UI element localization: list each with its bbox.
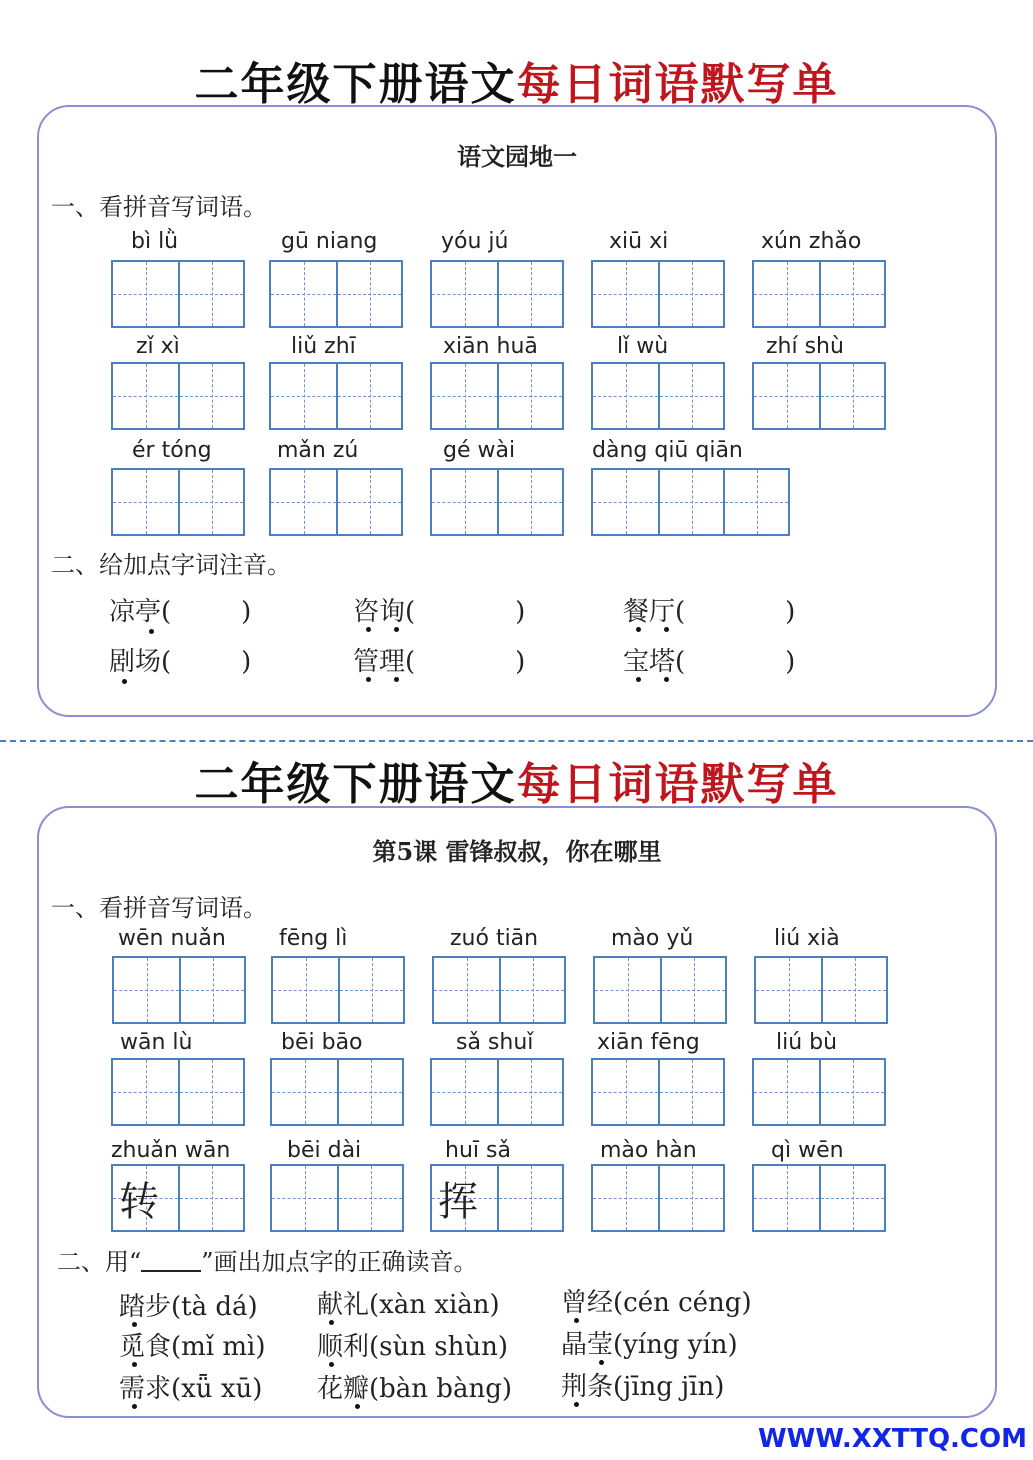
- question: 宝塔( ): [623, 647, 796, 677]
- emphasis-dot: [664, 627, 669, 632]
- section-heading: 一、看拼音写词语。: [51, 193, 267, 221]
- emphasis-dot: [664, 677, 669, 682]
- writing-grid[interactable]: [111, 1058, 245, 1126]
- question: 凉亭( ): [109, 597, 252, 627]
- emphasis-dot: [599, 1360, 604, 1365]
- question: 咨询( ): [353, 597, 526, 627]
- question: 餐厅( ): [623, 597, 796, 627]
- writing-grid[interactable]: [752, 1058, 886, 1126]
- writing-grid[interactable]: [430, 468, 564, 536]
- question: 剧场( ): [109, 647, 252, 677]
- writing-grid[interactable]: [754, 956, 888, 1024]
- writing-grid[interactable]: [591, 1164, 725, 1232]
- question: 踏步(tà dá): [119, 1292, 258, 1322]
- emphasis-dot: [366, 627, 371, 632]
- question: 觅食(mǐ mì): [119, 1332, 266, 1362]
- emphasis-dot: [574, 1318, 579, 1323]
- pinyin: liú xià: [774, 926, 840, 951]
- pinyin: wēn nuǎn: [118, 926, 226, 951]
- writing-grid[interactable]: [752, 260, 886, 328]
- emphasis-dot: [329, 1362, 334, 1367]
- writing-grid[interactable]: [269, 260, 403, 328]
- pinyin: bēi dài: [287, 1138, 362, 1163]
- emphasis-dot: [329, 1320, 334, 1325]
- question: 曾经(cén céng): [561, 1288, 752, 1318]
- title-red: 每日词语默写单: [516, 759, 839, 810]
- emphasis-dot: [132, 1322, 137, 1327]
- pinyin: wān lù: [120, 1030, 193, 1055]
- worksheet-panel-1: [37, 105, 997, 717]
- emphasis-dot: [636, 677, 641, 682]
- pinyin: liú bù: [776, 1030, 838, 1055]
- prefilled-character: 转: [119, 1179, 159, 1225]
- pinyin: xiān fēng: [597, 1030, 700, 1055]
- pinyin: xiān huā: [443, 334, 538, 359]
- emphasis-dot: [132, 1404, 137, 1409]
- writing-grid[interactable]: [111, 1164, 245, 1232]
- emphasis-dot: [122, 679, 127, 684]
- question: 花瓣(bàn bàng): [317, 1374, 512, 1404]
- writing-grid[interactable]: [111, 362, 245, 430]
- pinyin: sǎ shuǐ: [456, 1030, 534, 1055]
- prefilled-character: 挥: [438, 1179, 478, 1225]
- emphasis-dot: [394, 627, 399, 632]
- section-heading: 二、给加点字词注音。: [51, 551, 291, 579]
- writing-grid[interactable]: [752, 1164, 886, 1232]
- question: 顺利(sùn shùn): [317, 1332, 508, 1362]
- emphasis-dot: [574, 1402, 579, 1407]
- question: 需求(xǖ xū): [119, 1374, 263, 1404]
- pinyin: mǎn zú: [277, 438, 359, 463]
- watermark: WWW.XXTTQ.COM: [758, 1424, 1027, 1454]
- writing-grid[interactable]: [269, 362, 403, 430]
- pinyin: mào hàn: [600, 1138, 697, 1163]
- pinyin: gé wài: [443, 438, 516, 463]
- writing-grid[interactable]: [430, 1164, 564, 1232]
- writing-grid[interactable]: [430, 362, 564, 430]
- pinyin: huī sǎ: [445, 1138, 511, 1163]
- question: 管理( ): [353, 647, 526, 677]
- pinyin: gū niang: [281, 229, 378, 254]
- title-red: 每日词语默写单: [516, 59, 839, 110]
- pinyin: yóu jú: [441, 229, 509, 254]
- writing-grid[interactable]: [591, 260, 725, 328]
- pinyin: fēng lì: [279, 926, 348, 951]
- emphasis-dot: [366, 677, 371, 682]
- writing-grid[interactable]: [430, 260, 564, 328]
- pinyin: xún zhǎo: [761, 229, 862, 254]
- writing-grid[interactable]: [430, 1058, 564, 1126]
- writing-grid[interactable]: [432, 956, 566, 1024]
- section-heading: 一、看拼音写词语。: [51, 894, 267, 922]
- writing-grid[interactable]: [269, 468, 403, 536]
- writing-grid[interactable]: [270, 1164, 404, 1232]
- writing-grid[interactable]: [591, 468, 790, 536]
- writing-grid[interactable]: [111, 260, 245, 328]
- lesson-title: 语文园地一: [457, 142, 577, 171]
- question: 晶莹(yíng yín): [561, 1330, 738, 1360]
- pinyin: dàng qiū qiān: [592, 438, 743, 463]
- question: 荆条(jīng jīn): [561, 1372, 725, 1402]
- cut-line: [0, 740, 1033, 742]
- title-black: 二年级下册语文: [194, 59, 517, 110]
- page-title-1: [0, 48, 1033, 112]
- pinyin: zhuǎn wān: [111, 1138, 231, 1163]
- writing-grid[interactable]: [593, 956, 727, 1024]
- writing-grid[interactable]: [112, 956, 246, 1024]
- pinyin: ér tóng: [132, 438, 212, 463]
- emphasis-dot: [636, 627, 641, 632]
- pinyin: qì wēn: [771, 1138, 844, 1163]
- pinyin: zuó tiān: [450, 926, 539, 951]
- writing-grid[interactable]: [591, 362, 725, 430]
- section-heading: 二、用“ ”画出加点字的正确读音。: [57, 1248, 478, 1276]
- lesson-title: 第5课 雷锋叔叔，你在哪里: [372, 837, 662, 866]
- pinyin: zǐ xì: [136, 334, 180, 359]
- pinyin: bì lǜ: [131, 229, 179, 254]
- emphasis-dot: [149, 629, 154, 634]
- pinyin: mào yǔ: [611, 926, 694, 951]
- writing-grid[interactable]: [111, 468, 245, 536]
- writing-grid[interactable]: [752, 362, 886, 430]
- pinyin: bēi bāo: [281, 1030, 363, 1055]
- pinyin: xiū xi: [609, 229, 669, 254]
- emphasis-dot: [394, 677, 399, 682]
- writing-grid[interactable]: [591, 1058, 725, 1126]
- emphasis-dot: [355, 1404, 360, 1409]
- emphasis-dot: [132, 1362, 137, 1367]
- question: 献礼(xàn xiàn): [317, 1290, 500, 1320]
- worksheet-panel-2: [37, 806, 997, 1418]
- pinyin: liǔ zhī: [291, 334, 356, 359]
- writing-grid[interactable]: [270, 1058, 404, 1126]
- page-title-2: [0, 748, 1033, 812]
- pinyin: zhí shù: [766, 334, 844, 359]
- pinyin: lǐ wù: [617, 334, 669, 359]
- title-black: 二年级下册语文: [194, 759, 517, 810]
- writing-grid[interactable]: [271, 956, 405, 1024]
